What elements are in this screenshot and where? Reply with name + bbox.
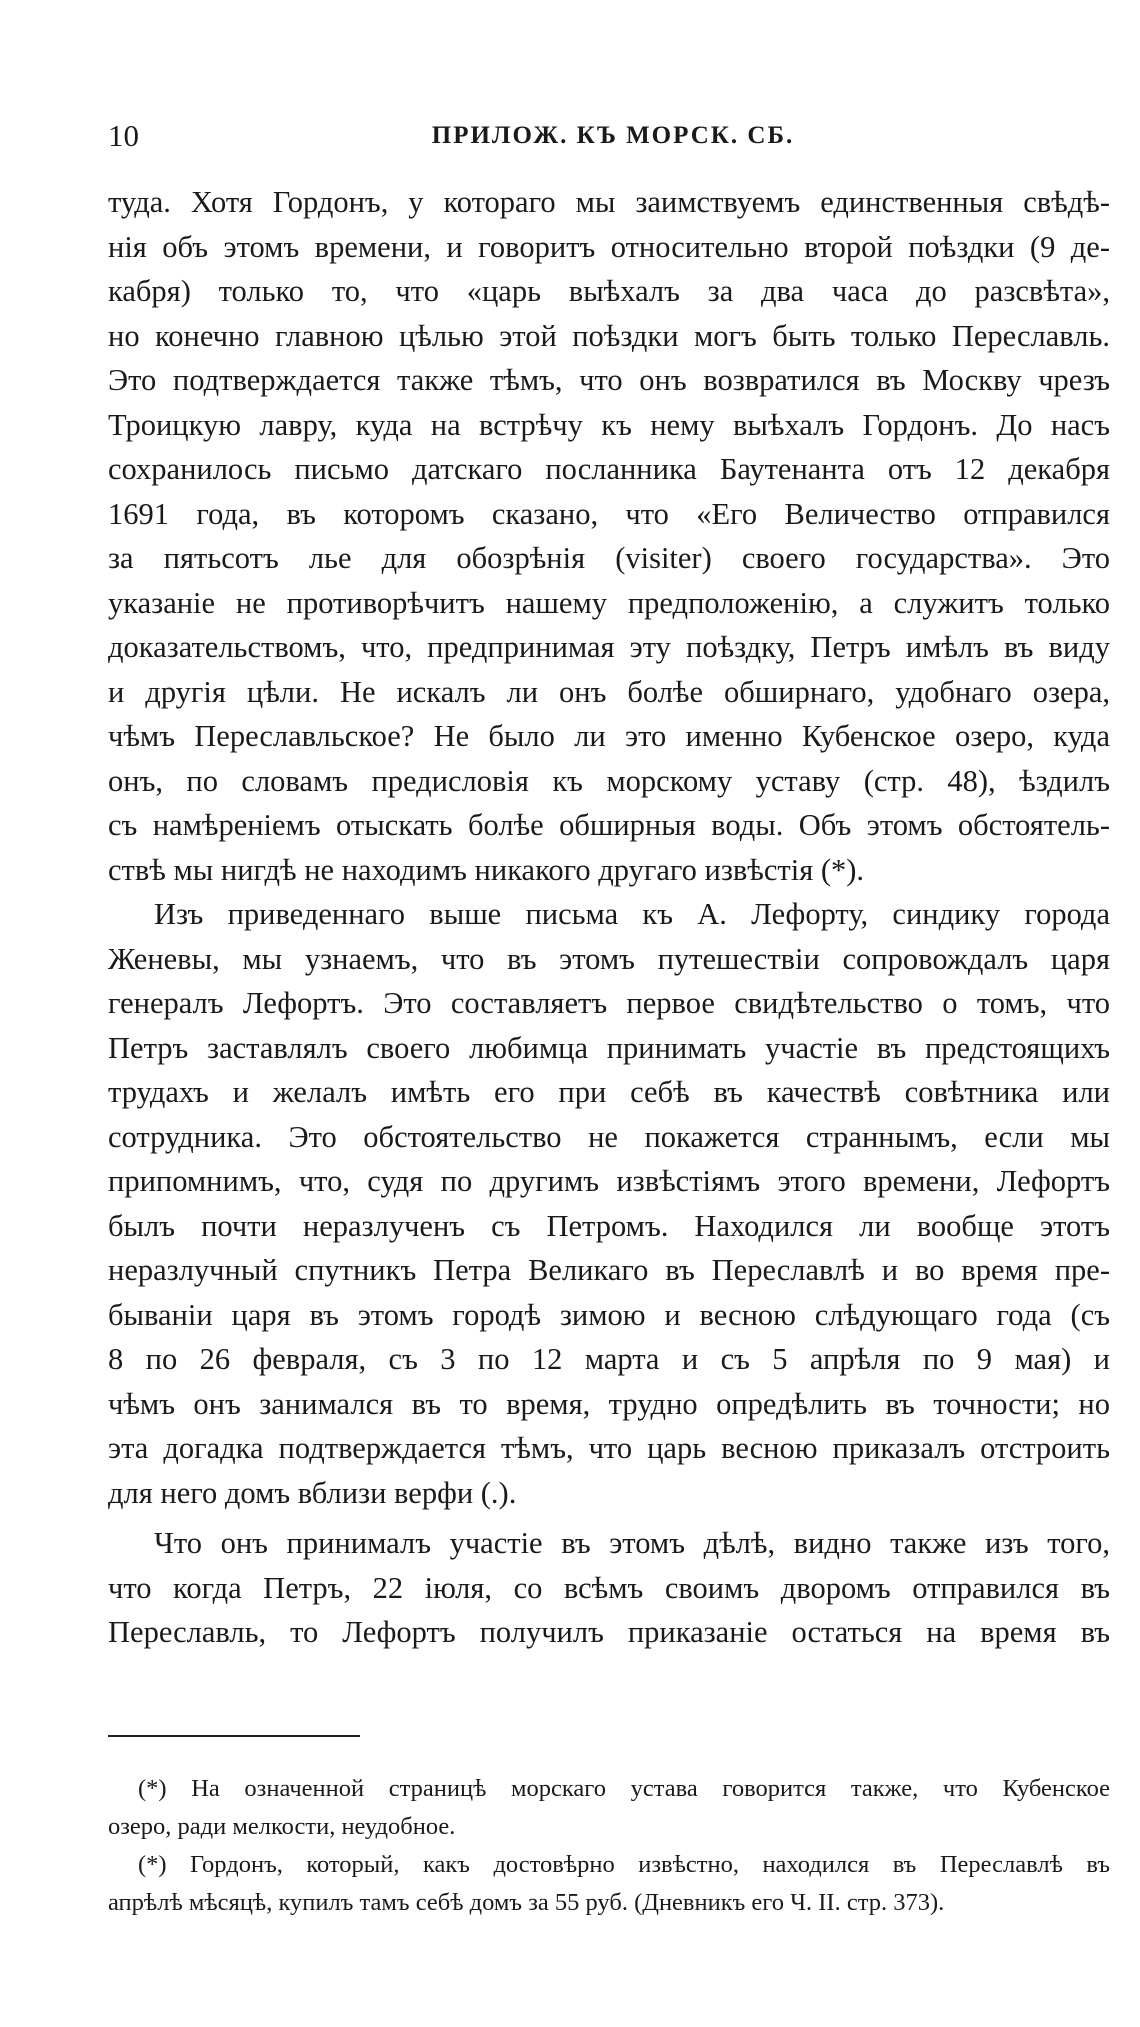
footnote-line: апрѣлѣ мѣсяцѣ, купилъ тамъ себѣ домъ за 55 руб. (Дневникъ его Ч. II. стр. 373).: [108, 1889, 945, 1916]
footnote-rule: [108, 1735, 360, 1737]
text-line: для него домъ вблизи верфи (.).: [108, 1475, 517, 1510]
text-line: былъ почти неразлученъ съ Петромъ. Находился ли вообще этотъ: [108, 1208, 1110, 1243]
text-line: припомнимъ, что, судя по другимъ извѣстіямъ этого времени, Лефортъ: [108, 1164, 1110, 1198]
footnote-line: (*) На означенной страницѣ морскаго устава говорится также, что Кубенское: [138, 1775, 1110, 1802]
text-line: Троицкую лавру, куда на встрѣчу къ нему выѣхалъ Гордонъ. До насъ: [108, 407, 1110, 442]
text-line: Это подтверждается также тѣмъ, что онъ возвратился въ Москву чрезъ: [108, 363, 1110, 397]
text-line: но конечно главною цѣлью этой поѣздки могъ быть только Переславль.: [108, 318, 1110, 353]
footnote-line: (*) Гордонъ, который, какъ достовѣрно извѣстно, находился въ Переславлѣ въ: [138, 1851, 1110, 1878]
footnote-1: [108, 1770, 1110, 1846]
footnote-2: [108, 1846, 1110, 1922]
text-line: нія объ этомъ времени, и говоритъ относительно второй поѣздки (9 де-: [108, 229, 1110, 264]
footnote-line: озеро, ради мелкости, неудобное.: [108, 1813, 456, 1840]
text-line: Переславль, то Лефортъ получилъ приказаніе остаться на время въ: [108, 1615, 1110, 1649]
text-line: что когда Петръ, 22 іюля, со всѣмъ своимъ дворомъ отправился въ: [108, 1570, 1110, 1605]
text-line: бываніи царя въ этомъ городѣ зимою и весною слѣдующаго года (съ: [108, 1297, 1110, 1332]
text-line: 1691 года, въ которомъ сказано, что «Его Величество отправился: [108, 496, 1110, 531]
text-line: доказательствомъ, что, предпринимая эту поѣздку, Петръ имѣлъ въ виду: [108, 630, 1110, 664]
text-line: эта догадка подтверждается тѣмъ, что царь весною приказалъ отстроить: [108, 1431, 1110, 1465]
text-line: и другія цѣли. Не искалъ ли онъ болѣе обширнаго, удобнаго озера,: [108, 674, 1110, 709]
text-line: Петръ заставлялъ своего любимца принимать участіе въ предстоящихъ: [108, 1030, 1110, 1065]
paragraph-2: [108, 892, 1110, 1515]
page-number: 10: [108, 118, 139, 153]
text-line: ствѣ мы нигдѣ не находимъ никакого другаго извѣстія (*).: [108, 852, 865, 887]
text-line: за пятьсотъ лье для обозрѣнія (visiter) своего государства». Это: [108, 541, 1110, 575]
text-line: 8 по 26 февраля, съ 3 по 12 марта и съ 5 апрѣля по 9 мая) и: [108, 1342, 1110, 1376]
text-line: трудахъ и желалъ имѣть его при себѣ въ качествѣ совѣтника или: [108, 1075, 1110, 1109]
text-line: чѣмъ онъ занимался въ то время, трудно опредѣлить въ точности; но: [108, 1386, 1110, 1421]
paragraph-3: [108, 1521, 1110, 1655]
text-line: генералъ Лефортъ. Это составляетъ первое свидѣтельство о томъ, что: [108, 986, 1110, 1020]
running-head: ПРИЛОЖ. КЪ МОРСК. СБ.: [431, 122, 795, 149]
text-line: кабря) только то, что «царь выѣхалъ за два часа до разсвѣта»,: [108, 274, 1110, 308]
text-line: сотрудника. Это обстоятельство не покажется страннымъ, если мы: [108, 1119, 1110, 1154]
page-header: [108, 116, 1118, 156]
footnotes: [108, 1770, 1110, 1922]
text-line: указаніе не противорѣчитъ нашему предположенію, а служитъ только: [108, 585, 1110, 620]
text-line: неразлучный спутникъ Петра Великаго въ Переславлѣ и во время пре-: [108, 1253, 1110, 1287]
text-line: Женевы, мы узнаемъ, что въ этомъ путешествіи сопровождалъ царя: [108, 941, 1110, 976]
text-line: онъ, по словамъ предисловія къ морскому уставу (стр. 48), ѣздилъ: [108, 763, 1110, 798]
text-line: Что онъ принималъ участіе въ этомъ дѣлѣ, видно также изъ того,: [154, 1526, 1110, 1560]
text-line: Изъ приведеннаго выше письма къ А. Лефорту, синдику города: [154, 897, 1110, 931]
text-line: чѣмъ Переславльское? Не было ли это именно Кубенское озеро, куда: [108, 719, 1110, 753]
text-line: сохранилось письмо датскаго посланника Баутенанта отъ 12 декабря: [108, 452, 1110, 486]
paragraph-1: [108, 180, 1110, 892]
text-line: съ намѣреніемъ отыскать болѣе обширныя воды. Объ этомъ обстоятель-: [108, 808, 1110, 842]
text-line: туда. Хотя Гордонъ, у котораго мы заимствуемъ единственныя свѣдѣ-: [108, 185, 1110, 219]
body-text: [108, 180, 1110, 1655]
